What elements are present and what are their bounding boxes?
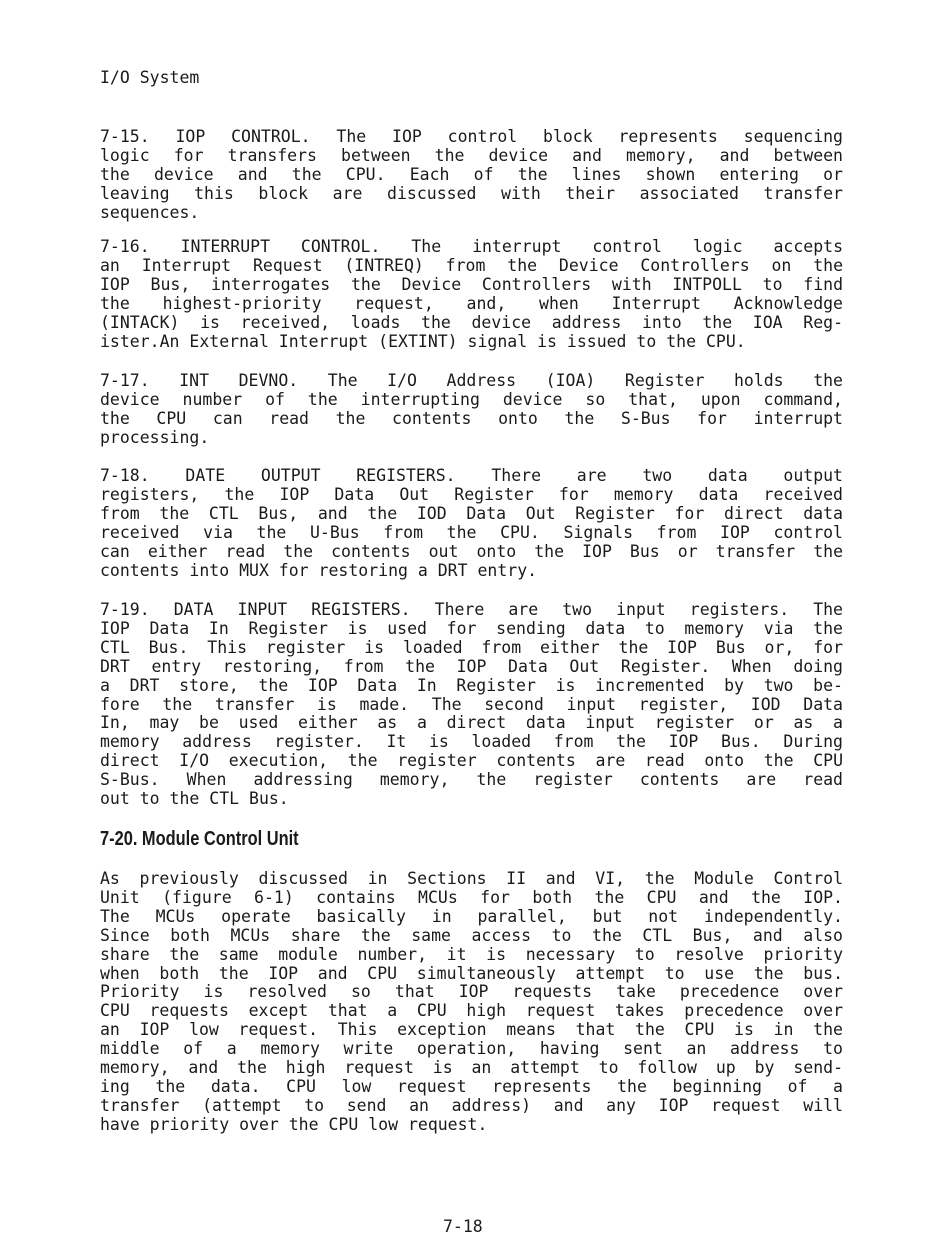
running-header: I/O System xyxy=(100,68,200,87)
section-heading: 7-20. Module Control Unit xyxy=(100,828,299,850)
text-line: a DRT store, the IOP Data In Register is incremented by two be- xyxy=(100,675,843,695)
text-line: The MCUs operate basically in parallel, but not independently. xyxy=(100,906,843,926)
paragraph-7-17 xyxy=(100,372,843,448)
paragraph-7-15 xyxy=(100,128,843,223)
text-line: device number of the interrupting device so that, upon command, xyxy=(100,389,843,409)
text-line: S-Bus. When addressing memory, the register contents are read xyxy=(100,770,843,790)
text-line: processing. xyxy=(100,427,210,447)
text-line: have priority over the CPU low request. xyxy=(100,1114,488,1134)
text-line: from the CTL Bus, and the IOD Data Out Register for direct data xyxy=(100,503,843,523)
text-line: transfer (attempt to send an address) and any IOP request will xyxy=(100,1095,843,1115)
text-line: CPU requests except that a CPU high request takes precedence over xyxy=(100,1001,843,1021)
text-line: (INTACK) is received, loads the device address into the IOA Reg- xyxy=(100,312,843,332)
text-line: sequences. xyxy=(100,202,200,222)
text-line: the highest-priority request, and, when Interrupt Acknowledge xyxy=(100,293,843,313)
text-line: 7-16. INTERRUPT CONTROL. The interrupt control logic accepts xyxy=(100,237,843,256)
text-line: In, may be used either as a direct data input register or as a xyxy=(100,713,843,733)
page-number: 7-18 xyxy=(443,1217,483,1236)
text-line: 7-15. IOP CONTROL. The IOP control block represents sequencing xyxy=(100,127,843,146)
text-line: direct I/O execution, the register contents are read onto the CPU xyxy=(100,751,843,771)
text-line: DRT entry restoring, from the IOP Data Out Register. When doing xyxy=(100,656,843,676)
text-line: memory address register. It is loaded from the IOP Bus. During xyxy=(100,732,843,752)
text-line: As previously discussed in Sections II and VI, the Module Control xyxy=(100,869,843,888)
text-line: Unit (figure 6-1) contains MCUs for both the CPU and the IOP. xyxy=(100,887,843,907)
text-line: IOP Data In Register is used for sending data to memory via the xyxy=(100,618,843,638)
text-line: an IOP low request. This exception means that the CPU is in the xyxy=(100,1020,843,1040)
paragraph-7-19 xyxy=(100,601,843,809)
text-line: Priority is resolved so that IOP requests take precedence over xyxy=(100,982,843,1002)
paragraph-7-18 xyxy=(100,467,843,580)
text-line: contents into MUX for restoring a DRT entry. xyxy=(100,560,538,580)
paragraph-7-16 xyxy=(100,238,843,351)
text-line: registers, the IOP Data Out Register for memory data received xyxy=(100,484,843,504)
text-line: can either read the contents out onto the IOP Bus or transfer the xyxy=(100,541,843,561)
text-line: fore the transfer is made. The second input register, IOD Data xyxy=(100,694,843,714)
text-line: logic for transfers between the device and memory, and between xyxy=(100,145,843,165)
text-line: when both the IOP and CPU simultaneously attempt to use the bus. xyxy=(100,963,843,983)
text-line: middle of a memory write operation, having sent an address to xyxy=(100,1039,843,1059)
text-line: 7-19. DATA INPUT REGISTERS. There are two input registers. The xyxy=(100,600,843,619)
text-line: 7-18. DATE OUTPUT REGISTERS. There are two data output xyxy=(100,466,843,485)
text-line: the device and the CPU. Each of the lines shown entering or xyxy=(100,164,843,184)
text-line: the CPU can read the contents onto the S-Bus for interrupt xyxy=(100,408,843,428)
text-line: CTL Bus. This register is loaded from either the IOP Bus or, for xyxy=(100,637,843,657)
section-body-paragraph xyxy=(100,870,843,1135)
text-line: ister.An External Interrupt (EXTINT) signal is issued to the CPU. xyxy=(100,331,746,351)
text-line: IOP Bus, interrogates the Device Controllers with INTPOLL to find xyxy=(100,274,843,294)
text-line: leaving this block are discussed with their associated transfer xyxy=(100,183,843,203)
text-line: an Interrupt Request (INTREQ) from the Device Controllers on the xyxy=(100,255,843,275)
text-line: ing the data. CPU low request represents the beginning of a xyxy=(100,1076,843,1096)
text-line: memory, and the high request is an attempt to follow up by send- xyxy=(100,1058,843,1078)
text-line: share the same module number, it is necessary to resolve priority xyxy=(100,944,843,964)
text-line: out to the CTL Bus. xyxy=(100,789,289,809)
text-line: Since both MCUs share the same access to the CTL Bus, and also xyxy=(100,925,843,945)
text-line: 7-17. INT DEVNO. The I/O Address (IOA) Register holds the xyxy=(100,371,843,390)
text-line: received via the U-Bus from the CPU. Signals from IOP control xyxy=(100,522,843,542)
